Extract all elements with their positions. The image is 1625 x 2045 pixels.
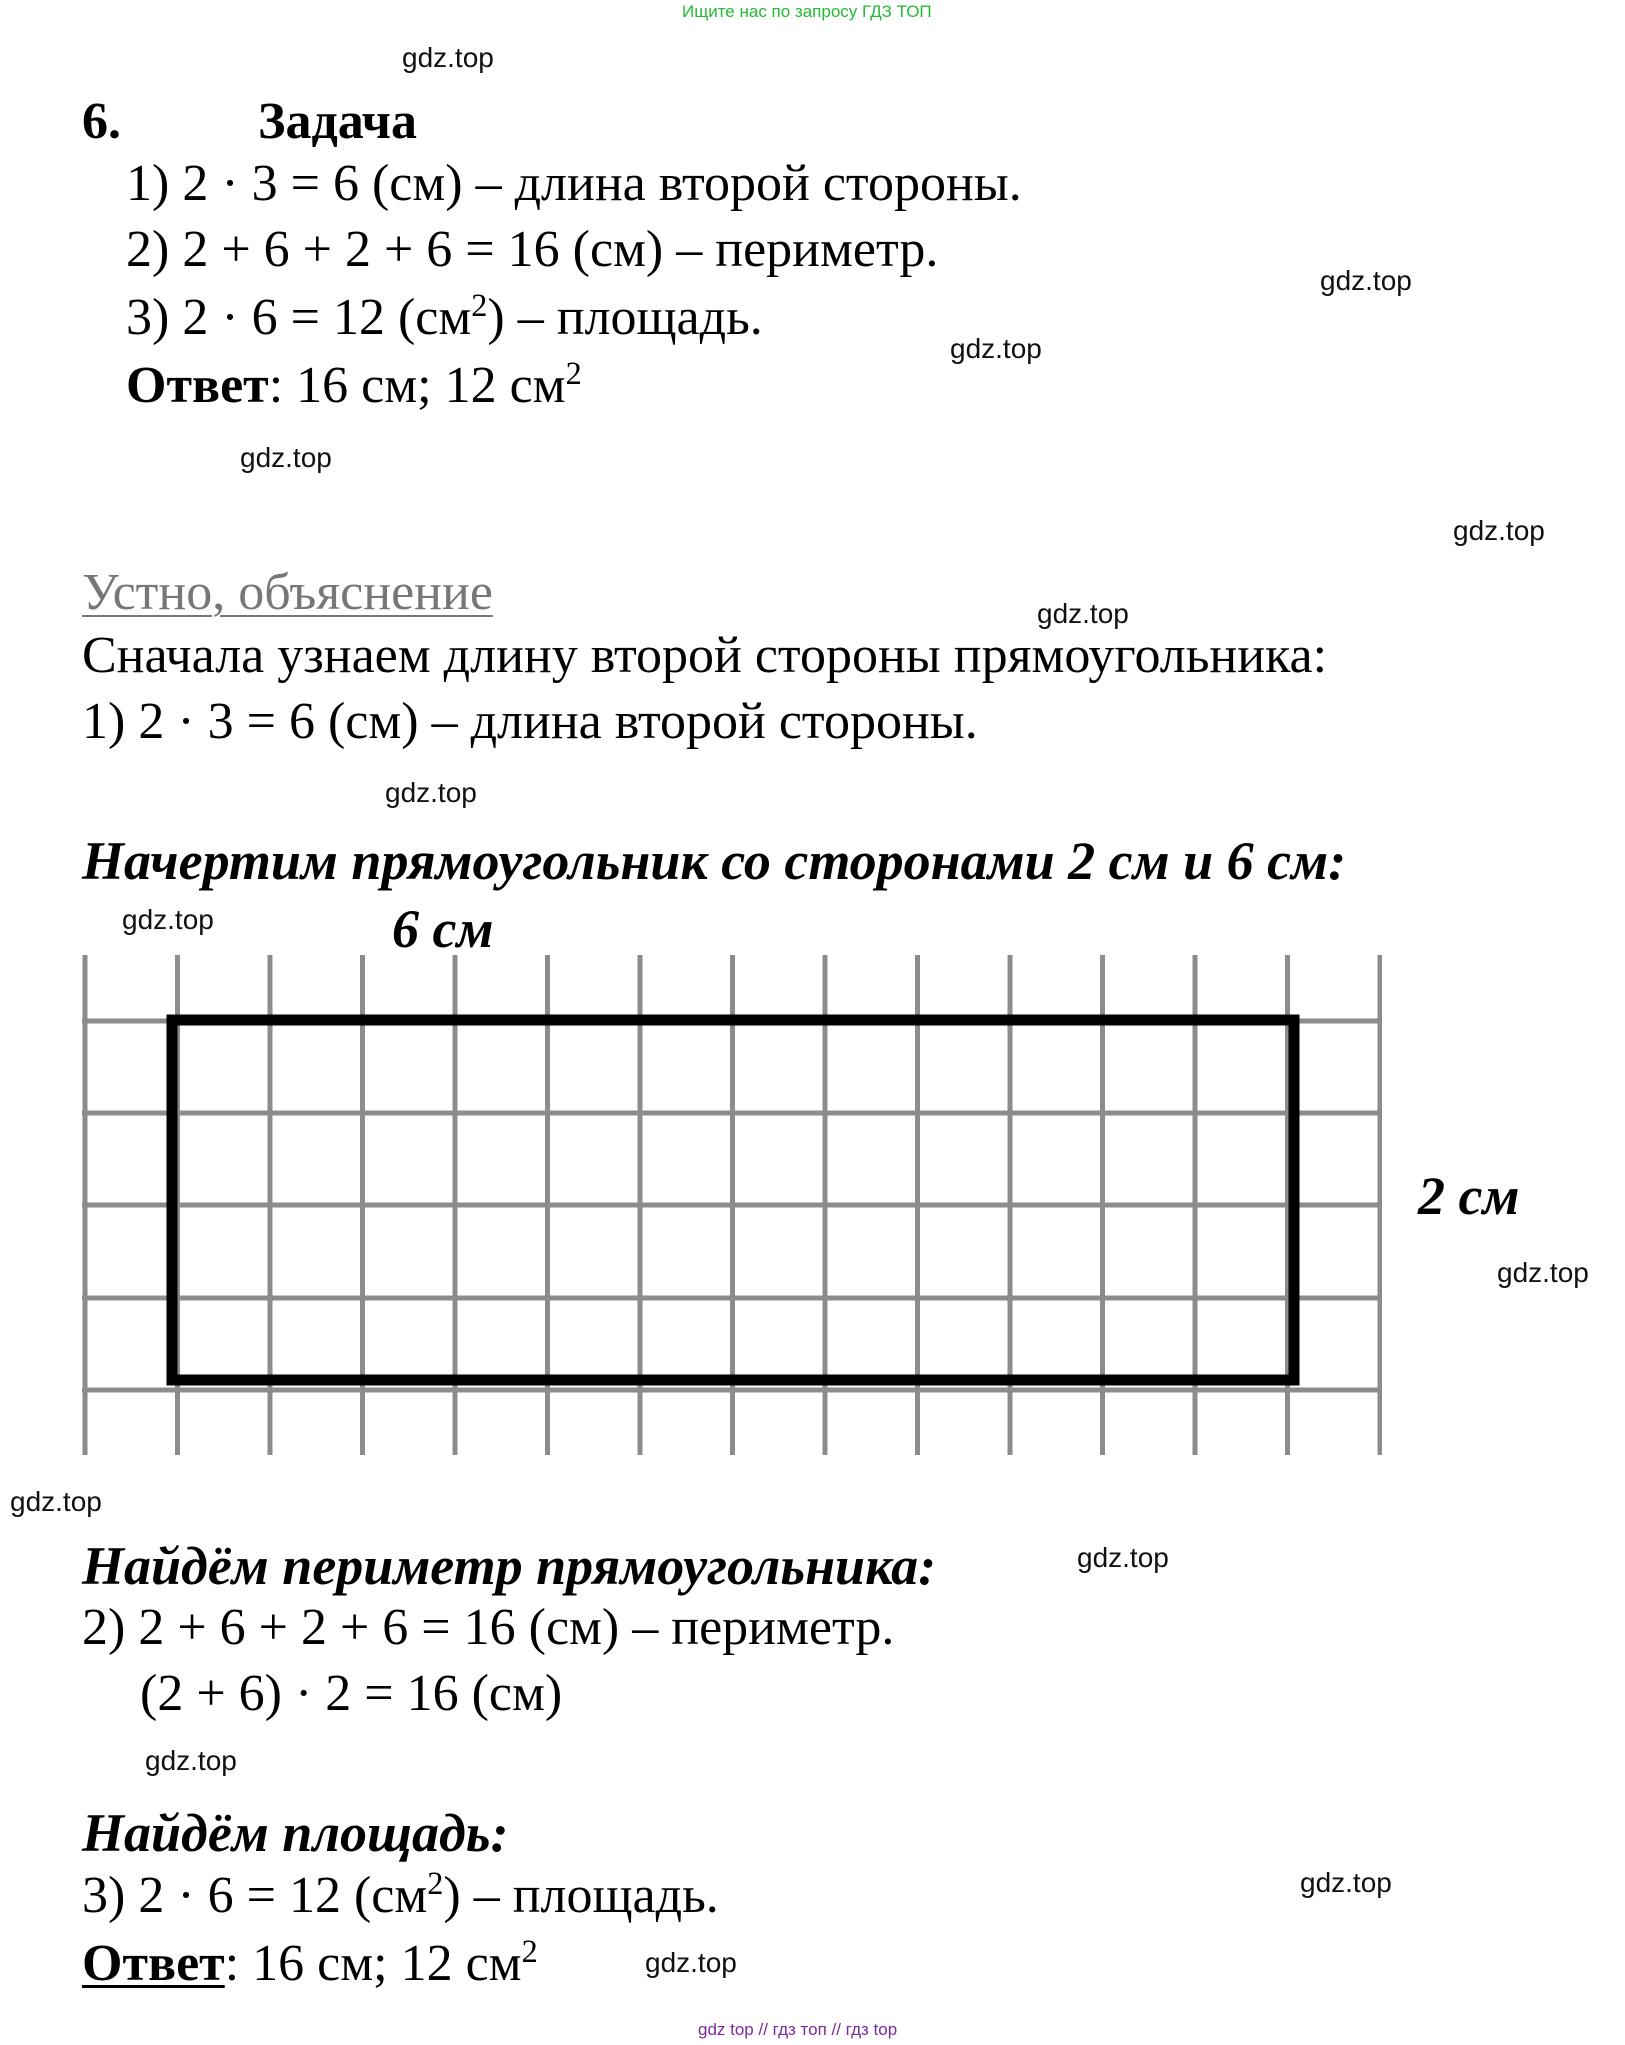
area-heading: Найдём площадь: [82,1803,509,1863]
oral-step-1: 1) 2 · 3 = 6 (см) – длина второй стороны. [82,693,978,750]
answer-label: Ответ [82,1935,225,1992]
height-label: 2 см [1418,1166,1520,1226]
watermark: gdz.top [1077,1542,1169,1573]
watermark: gdz.top [122,904,214,935]
watermark: gdz.top [645,1947,737,1978]
watermark: gdz.top [10,1486,102,1517]
top-banner[interactable]: Ищите нас по запросу ГДЗ ТОП [682,2,932,21]
task-title: Задача [258,93,417,150]
oral-answer: Ответ: 16 см; 12 $см^2$ [82,1933,538,1992]
answer-label: Ответ [126,357,269,414]
watermark: gdz.top [402,42,494,73]
grid-figure [82,955,1382,1455]
watermark: gdz.top [1300,1867,1392,1898]
draw-heading: Начертим прямоугольник со сторонами 2 см и 6 см: [82,831,1347,891]
oral-heading: Устно, объяснение [82,564,493,621]
solution-step-1: 1) 2 · 3 = 6 (см) – длина второй стороны. [126,155,1022,212]
watermark: gdz.top [240,442,332,473]
watermark: gdz.top [385,777,477,808]
task-number: 6. [82,93,121,150]
solution-step-2: 2) 2 + 6 + 2 + 6 = 16 (см) – периметр. [126,221,939,278]
area-step: 3) 2 · 6 = 12 $(см^2)$ – площадь. [82,1865,719,1924]
width-label: 6 см [392,899,494,959]
solution-step-3: 3) 2 · 6 = 12 $(см^2)$ – площадь. [126,287,763,346]
watermark: gdz.top [145,1745,237,1776]
perimeter-alt: (2 + 6) · 2 = 16 (см) [140,1665,563,1722]
watermark: gdz.top [1453,515,1545,546]
watermark: gdz.top [1037,598,1129,629]
oral-intro: Сначала узнаем длину второй стороны прямоугольника: [82,627,1328,684]
watermark: gdz.top [950,333,1042,364]
perimeter-step: 2) 2 + 6 + 2 + 6 = 16 (см) – периметр. [82,1599,895,1656]
perimeter-heading: Найдём периметр прямоугольника: [82,1536,937,1596]
watermark: gdz.top [1320,265,1412,296]
watermark: gdz.top [1497,1257,1589,1288]
bottom-banner[interactable]: gdz top // гдз топ // гдз top [698,2020,898,2039]
task-answer: Ответ: 16 см; 12 $см^2$ [126,355,582,414]
